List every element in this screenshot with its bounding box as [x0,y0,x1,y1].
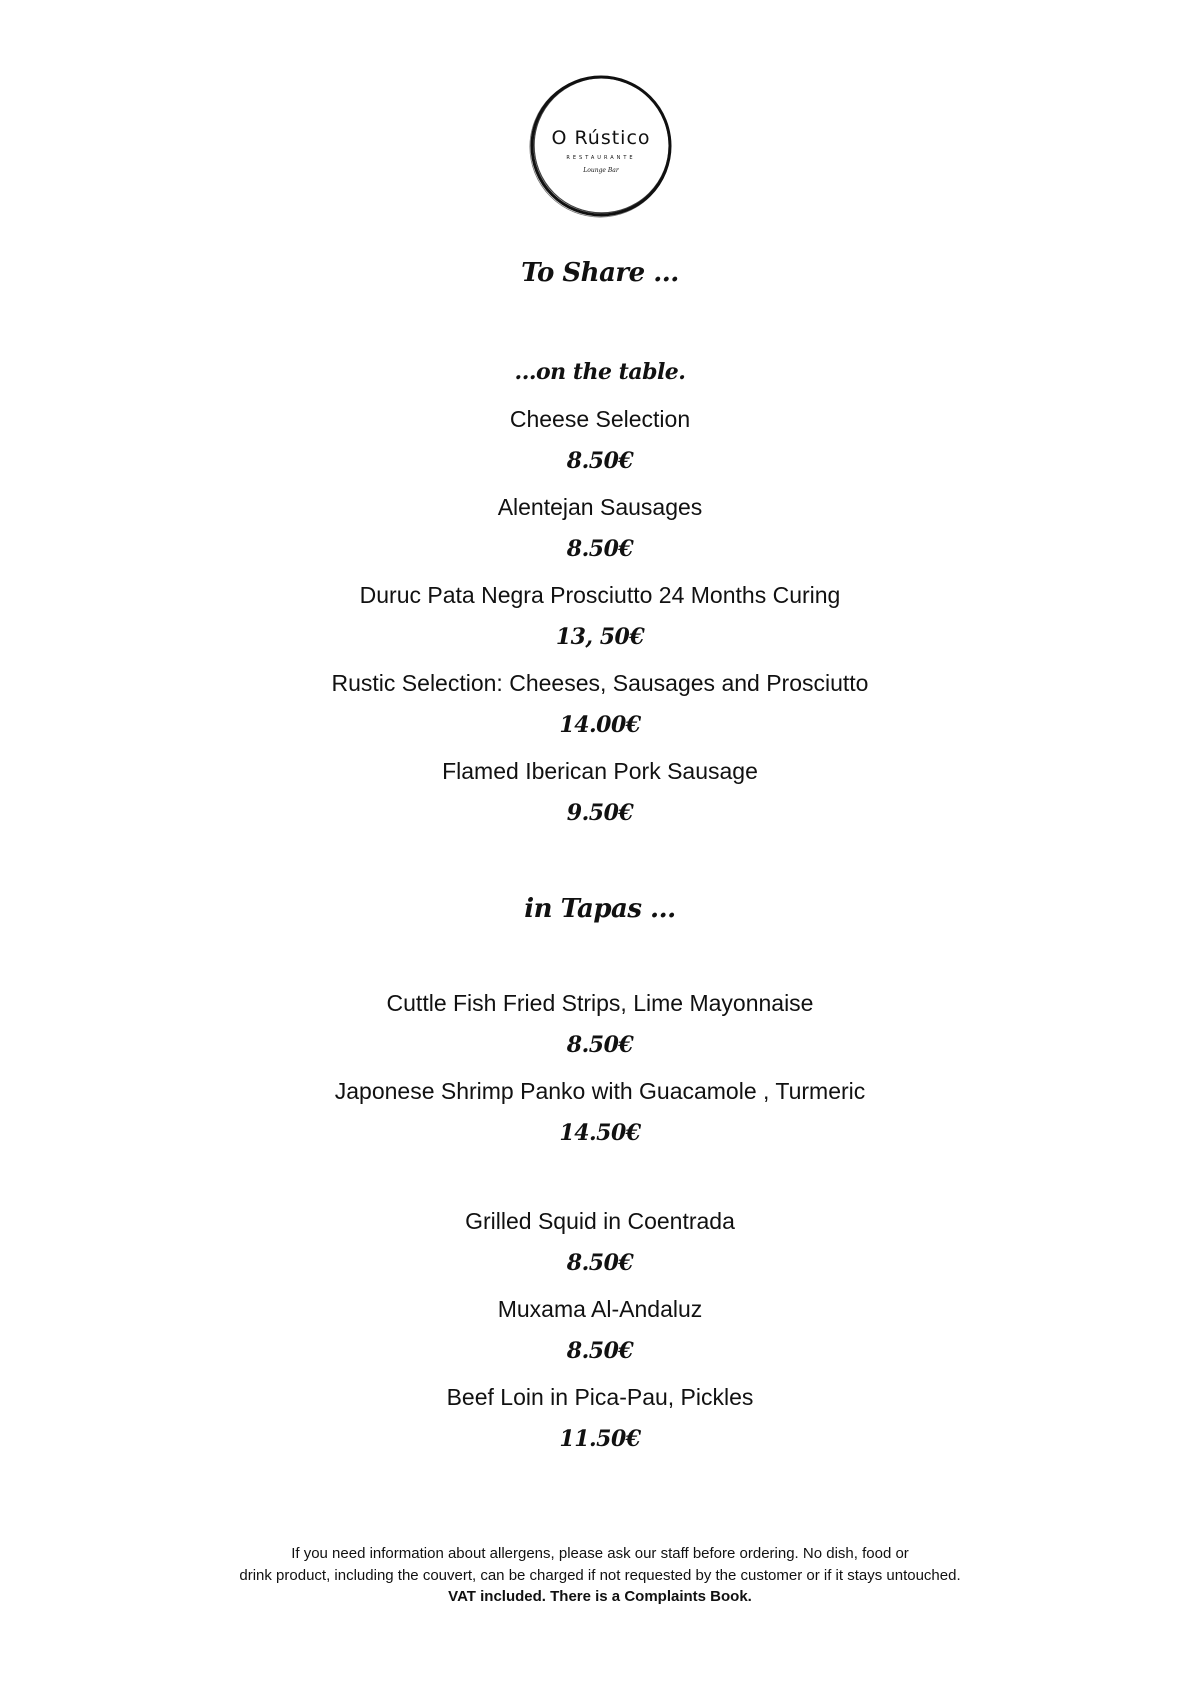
footer-line-3: VAT included. There is a Complaints Book. [448,1588,752,1605]
menu-item-name: Japonese Shrimp Panko with Guacamole , Turmeric [334,1078,866,1104]
section-heading-in-tapas: in Tapas ... [524,894,676,924]
footer-line-2: drink product, including the couvert, can be charged if not requested by the customer or if it stays untouched. [239,1567,961,1584]
logo-name: O Rústico [551,127,651,149]
menu-item-name: Cuttle Fish Fried Strips, Lime Mayonnaise [386,990,814,1016]
menu-item-price: 9.50€ [566,800,634,826]
menu-item-price: 8.50€ [566,1250,634,1276]
menu-item-name: Grilled Squid in Coentrada [465,1208,735,1234]
menu-item-price: 13, 50€ [555,624,645,650]
logo-tag: Lounge Bar [583,167,619,174]
menu-item-name: Rustic Selection: Cheeses, Sausages and Prosciutto [331,670,869,696]
menu-item-name: Cheese Selection [509,406,691,432]
menu-item-price: 14.50€ [559,1120,641,1146]
menu-item-name: Alentejan Sausages [497,494,703,520]
menu-item-price: 8.50€ [566,536,634,562]
restaurant-logo [527,72,675,220]
menu-item-price: 14.00€ [559,712,641,738]
menu-item-name: Beef Loin in Pica-Pau, Pickles [446,1384,754,1410]
logo-sub: RESTAURANTE [566,155,636,161]
menu-item-name: Duruc Pata Negra Prosciutto 24 Months Curing [359,582,841,608]
footer-line-1: If you need information about allergens, please ask our staff before ordering. No dish, food or [291,1545,909,1562]
menu-item-name: Flamed Iberican Pork Sausage [442,758,758,784]
menu-item-name: Muxama Al-Andaluz [497,1296,703,1322]
section-subheading-on-the-table: ...on the table. [514,359,686,385]
menu-item-price: 8.50€ [566,1032,634,1058]
logo-circle-icon [527,72,675,220]
menu-item-price: 8.50€ [566,1338,634,1364]
menu-item-price: 11.50€ [559,1426,641,1452]
section-heading-to-share: To Share ... [521,258,679,288]
menu-item-price: 8.50€ [566,448,634,474]
